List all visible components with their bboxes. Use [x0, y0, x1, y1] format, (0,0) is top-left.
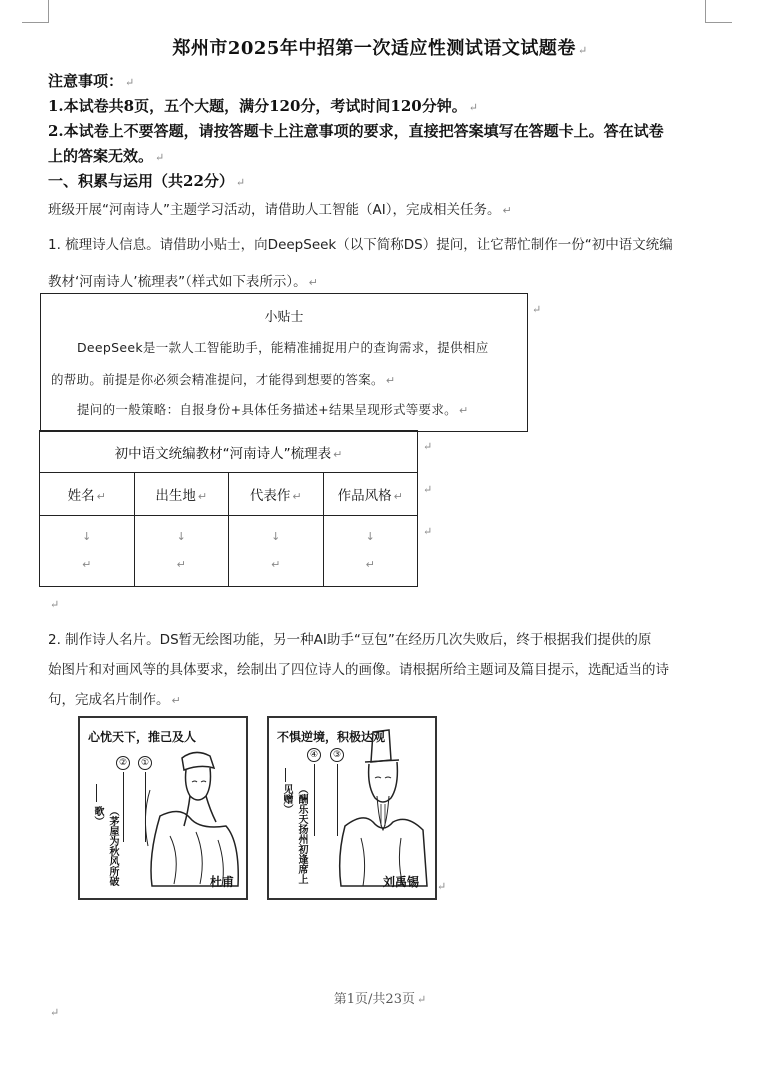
- notice-heading: 注意事项： ↵: [48, 72, 135, 90]
- card-source: （酬乐天扬州初逢席上见赠）: [281, 784, 307, 884]
- card-poet-name: 杜甫: [209, 875, 234, 889]
- tip-line-2: 的帮助。前提是你必须会精准提问，才能得到想要的答案。 ↵: [51, 372, 396, 387]
- source-dash: [96, 784, 97, 802]
- crop-mark-top-left: [22, 0, 49, 23]
- table-header-works: 代表作 ↵: [229, 473, 324, 516]
- notice-item-1: 1.本试卷共8页，五个大题，满分120分，考试时间120分钟。 ↵: [48, 97, 478, 115]
- table-header-style: 作品风格 ↵: [323, 473, 418, 516]
- card-motto: 心忧天下，推己及人: [88, 730, 197, 744]
- poet-card-dufu: [78, 716, 248, 900]
- q2-line-2: 始图片和对画风等的具体要求，绘制出了四位诗人的画像。请根据所给主题词及篇目提示，选配适当的诗: [48, 662, 669, 678]
- card-poet-name: 刘禹锡: [382, 875, 419, 889]
- tip-line-1: DeepSeek是一款人工智能助手，能精准捕捉用户的查询需求，提供相应: [77, 340, 489, 355]
- q1-line-2: 教材‘河南诗人’梳理表”（样式如下表所示）。 ↵: [48, 274, 318, 290]
- table-row-mark: ↵: [423, 440, 433, 453]
- blank-number-3: ③: [330, 748, 344, 762]
- poet-table: [39, 430, 418, 587]
- tip-line-3: 提问的一般策略：自报身份+具体任务描述+结果呈现形式等要求。 ↵: [77, 402, 469, 417]
- poet-card-liuyuxi: [267, 716, 437, 900]
- blank-number-2: ②: [116, 756, 130, 770]
- answer-line: [123, 772, 124, 842]
- notice-item-2-line-2: 上的答案无效。 ↵: [48, 147, 165, 165]
- table-cell: ↓ ↵: [323, 516, 418, 587]
- blank-number-1: ①: [138, 756, 152, 770]
- table-cell: ↓ ↵: [40, 516, 135, 587]
- table-cell: ↓ ↵: [134, 516, 229, 587]
- crop-mark-top-right: [705, 0, 732, 23]
- blank-number-4: ④: [307, 748, 321, 762]
- card-motto: 不惧逆境，积极达观: [277, 730, 386, 744]
- tip-box: [40, 293, 528, 432]
- paragraph-mark: ↵: [50, 598, 60, 611]
- q1-line-1: 1. 梳理诗人信息。请借助小贴士，向DeepSeek（以下简称DS）提问，让它帮忙制作一份“初中语文统编: [48, 237, 673, 253]
- notice-item-2-line-1: 2.本试卷上不要答题，请按答题卡上注意事项的要求，直接把答案填写在答题卡上。答在试卷: [48, 122, 664, 140]
- page-footer: 第1页/共23页 ↵: [333, 992, 427, 1007]
- section-intro: 班级开展“河南诗人”主题学习活动，请借助人工智能（AI），完成相关任务。 ↵: [48, 202, 512, 218]
- table-header-name: 姓名 ↵: [40, 473, 135, 516]
- tip-box-end-mark: ↵: [532, 303, 542, 316]
- table-row-mark: ↵: [423, 483, 433, 496]
- answer-line: [314, 764, 315, 836]
- cards-end-mark: ↵: [437, 880, 447, 893]
- card-source: （茅屋为秋风所破歌）: [92, 806, 118, 886]
- paragraph-mark: ↵: [50, 1006, 60, 1019]
- q2-line-1: 2. 制作诗人名片。DS暂无绘图功能，另一种AI助手“豆包”在经历几次失败后，终于根据我们提供的原: [48, 632, 652, 648]
- page-title: 郑州市2025年中招第一次适应性测试语文试题卷 ↵: [172, 38, 588, 59]
- source-dash: [285, 768, 286, 782]
- q2-line-3: 句，完成名片制作。 ↵: [48, 692, 181, 708]
- table-cell: ↓ ↵: [229, 516, 324, 587]
- table-header-birthplace: 出生地 ↵: [134, 473, 229, 516]
- tip-title: 小贴士: [264, 310, 304, 325]
- table-caption: 初中语文统编教材“河南诗人”梳理表 ↵: [40, 431, 418, 473]
- table-row-mark: ↵: [423, 525, 433, 538]
- liuyuxi-portrait: [327, 726, 433, 896]
- section-heading: 一、积累与运用（共22分） ↵: [48, 172, 246, 190]
